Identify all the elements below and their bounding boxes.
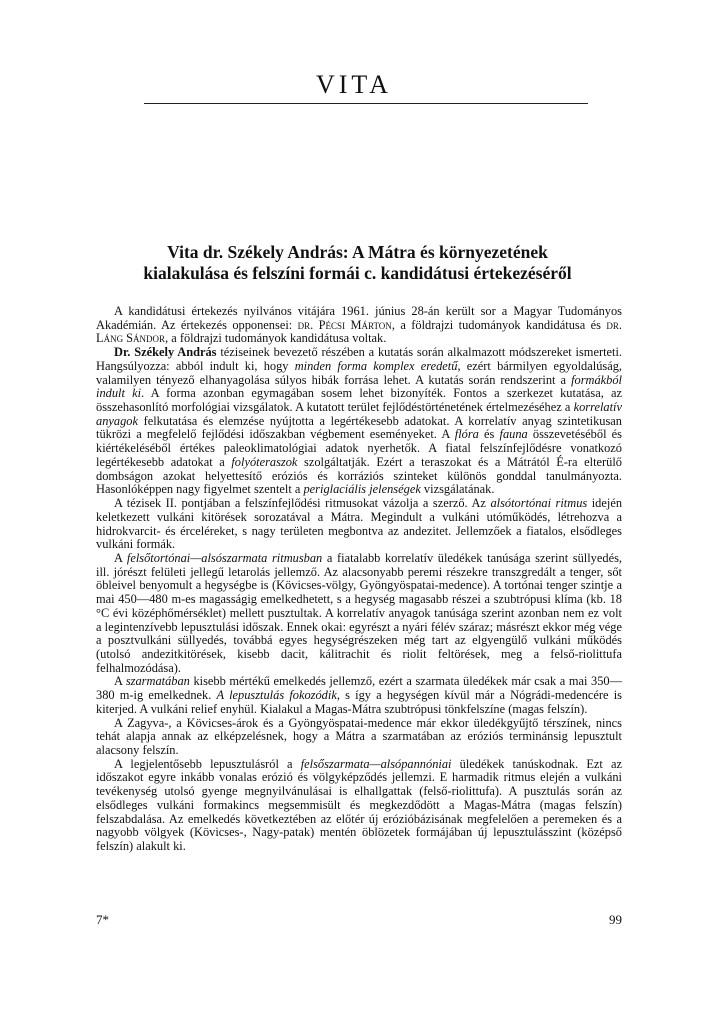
text: A xyxy=(114,674,126,689)
author-name: Dr. Székely András xyxy=(114,345,217,360)
emphasis: periglaciális jelenségek xyxy=(303,482,421,497)
section-title: VITA xyxy=(315,70,392,99)
paragraph-6 xyxy=(96,717,622,758)
paragraph-4 xyxy=(96,552,622,675)
text: kisebb mértékű emelkedés jellemző, ezért a szarmata üledékek már csak a mai 350—380 m-ig emelkednek. xyxy=(96,674,622,703)
emphasis: alsótortónai ritmus xyxy=(490,496,588,511)
text: A tézisek II. pontjában a felszínfejlődési ritmusokat vázolja a szerző. Az xyxy=(114,496,491,511)
text: , a földrajzi tudományok kandidátusa voltak. xyxy=(165,331,387,346)
emphasis: formákból indult ki xyxy=(96,372,622,401)
article-title xyxy=(95,242,620,284)
emphasis: flóra xyxy=(454,427,479,442)
text: szolgáltatják. Ezért a teraszokat és a Mátrától É-ra elterülő dombságon azokat helyettesítő eróziós és korráziós szinteket különös gonddal tanulmányozta. Hasonlóképpen nagy figyelmet szentelt a xyxy=(96,454,622,497)
emphasis: folyóteraszok xyxy=(231,454,298,469)
article-body xyxy=(96,305,622,854)
emphasis: fauna xyxy=(499,427,528,442)
paragraph-3 xyxy=(96,497,622,552)
text: , s így a hegységen kívül már a Nógrádi-medencére is kiterjed. A vulkáni relief enyhül. Kialakul a Magas-Mátra szubtrópusi tönkfelszíne (magas felszín). xyxy=(96,688,622,716)
text: . A forma azonban egymagában sosem lehet bizonyíték. Fontos a szerkezet kutatása, az összehasonlító morfológiai vizsgálatok. A kutatott terület fejlődéstörténetének értelmezéséhez a xyxy=(96,386,622,415)
paragraph-1 xyxy=(96,305,622,346)
emphasis: felsőszarmata—alsópannóniai xyxy=(300,756,452,771)
text: A legjelentősebb lepusztulásról a xyxy=(114,756,301,771)
emphasis: felsőtortónai—alsószarmata ritmusban xyxy=(126,550,323,565)
text: A kandidátusi értekezés nyilvános vitájára 1961. június 28-án került sor a Magyar Tudományos Akadémián. Az értekezés opponensei: xyxy=(96,304,622,332)
text: , a földrajzi tudományok kandidátusa és xyxy=(391,317,607,332)
article-title-line-2: kialakulása és felszíni formái c. kandidátusi értekezéséről xyxy=(143,263,572,283)
emphasis: minden forma komplex eredetű xyxy=(294,358,458,373)
text: idején keletkezett vulkáni kitörések sorozatával a Mátra. Megindult a vulkáni utóműködés, létrehozva a hidrokvarcit- és érceléreket, s nagy területen megbontva az andezitet. Jellemzőek a fiatalos, elsődleges vulkáni formák. xyxy=(96,496,623,552)
opponent-name-1: dr. Pécsi Márton xyxy=(297,317,392,332)
emphasis: A lepusztulás fokozódik xyxy=(216,688,337,703)
paragraph-5 xyxy=(96,675,622,716)
title-rule xyxy=(144,103,588,104)
text: üledékek tanúskodnak. Ezt az időszakot egyre inkább vonalas erózió és völgyképződés jellemzi. E harmadik ritmus elején a vulkáni tevékenység utolsó gyenge megnyilvánulásai is elhallgattak (felső-riolittufa). A pusztulás során az elsődleges vulkáni formakincs megsemmisült és megkezdődött a Magas-Mátra (magas felszín) felszabdalása. Az emelkedés következtében az előtér új erózióbázisának megfelelően a peremeken és a nagyobb völgyek (Kövicses-, Nagy-patak) mentén öblözetek formájában új lepusztulásszint (középső felszín) alakult ki. xyxy=(96,756,622,854)
text: vizsgálatának. xyxy=(420,482,495,497)
text: A xyxy=(114,550,127,565)
text: téziseinek bevezető részében a kutatás során alkalmazott módszereket ismerteti. Hangsúlyozza: abból indult ki, hogy xyxy=(96,345,622,373)
opponent-name-2: dr. Láng Sándor xyxy=(96,317,622,346)
page-number: 99 xyxy=(609,912,622,927)
paragraph-7 xyxy=(96,758,622,854)
paragraph-2 xyxy=(96,346,622,497)
article-title-line-1: Vita dr. Székely András: A Mátra és környezetének xyxy=(167,242,548,262)
text: , ezért bármilyen egyoldalúság, valamilyen tényező elhanyagolása súlyos hibák forrása lehet. A kutatás során rendszerint a xyxy=(96,358,622,387)
text: A Zagyva-, a Kövicses-árok és a Gyöngyöspatai-medence már ekkor üledékgyűjtő térszínek, nincs tehát alapja annak az elképzelésnek, hogy a Mátra a szarmatában az eróziós terminánsig lepusztult alacsony felszín. xyxy=(96,715,622,757)
text: felkutatása és elemzése nyújtotta a legértékesebb adatokat. A korrelatív anyag szintetikusan tükrözi a megfelelő fejlődési időszakban végbement eseményeket. A xyxy=(96,413,622,442)
signature-mark: 7* xyxy=(96,912,109,927)
emphasis: korrelatív anyagok xyxy=(96,400,622,428)
text: és xyxy=(478,427,500,442)
text: a fiatalabb korrelatív üledékek tanúsága szerint süllyedés, ill. jórészt felületi jellegű letarolás jellemző. Az alacsonyabb peremi részekre transzgredált a tenger, sőt öbleivel benyomult a hegységbe is (Kövicses-völgy, Gyöngyöspatai-medence). A tortónai tenger szintje a mai 450—480 m-es magasságig emelkedhetett, s a hegység magasabb részei a szubtrópusi klíma (kb. 18 °C évi középhőmérséklet) mellett pusztultak. A korrelatív anyagok tanúsága szerint azonban nem ez volt a legintenzívebb lepusztulási időszak. Ennek okai: egyrészt a nyári félév száraz; másrészt ekkor még vége a posztvulkáni süllyedés, továbbá egyes hegységrészeken még tart az elgyengülő vulkáni működés (utolsó andezitkitörések, kisebb dacit, kálitrachit és riolit feltörések, meg a felső-riolittufa felhalmozódása). xyxy=(96,550,622,675)
text: összevetéséből és kiértékeléséből értékes paleoklimatológiai adatok nyerhetők. A fiatal felszínfejlődésre vonatkozó legértékesebb adatokat a xyxy=(96,427,622,469)
emphasis: szarmatában xyxy=(125,674,190,689)
